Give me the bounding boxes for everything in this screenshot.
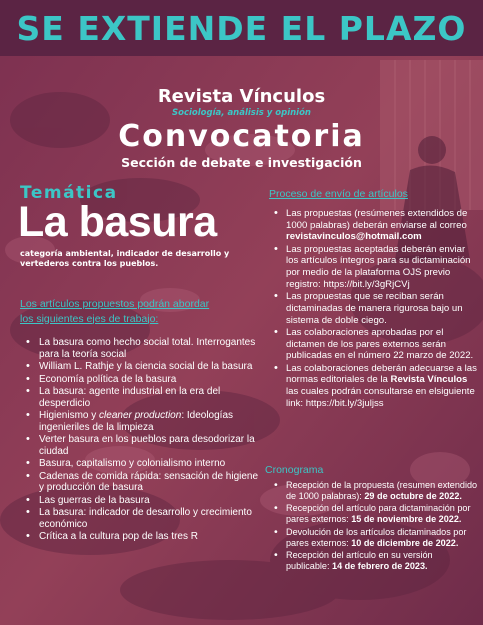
list-item: • Recepción del artículo en su versión publicable: 14 de febrero de 2023. — [272, 550, 478, 572]
banner-text: SE EXTIENDE EL PLAZO — [16, 8, 467, 48]
list-item: • La basura: agente industrial en la era del desperdicio — [24, 386, 262, 409]
tematica-description: categoría ambiental, indicador de desarrollo y vertederos contra los pueblos. — [20, 249, 230, 268]
list-item: • Crítica a la cultura pop de las tres R — [24, 531, 262, 543]
list-item: • Recepción del artículo para dictaminación por pares externos: 15 de noviembre de 2022. — [272, 503, 478, 525]
proceso-list — [272, 208, 477, 410]
list-item: • Cadenas de comida rápida: sensación de higiene y producción de basura — [24, 471, 262, 494]
list-item: • Devolución de los artículos dictaminados por pares externos: 10 de diciembre de 2022. — [272, 527, 478, 549]
ejes-heading-line1: Los artículos propuestos podrán abordar — [20, 298, 210, 310]
ejes-heading — [20, 297, 260, 326]
list-item: • William L. Rathje y la ciencia social de la basura — [24, 361, 262, 373]
tematica-label: Temática — [20, 183, 118, 203]
list-item: • Basura, capitalismo y colonialismo interno — [24, 458, 262, 470]
magazine-title: Revista Vínculos — [157, 86, 326, 107]
list-item: • Economía política de la basura — [24, 374, 262, 386]
list-item: • Higienismo y cleaner production: Ideologías ingenieriles de la limpieza — [24, 410, 262, 433]
list-item: • La basura: indicador de desarrollo y crecimiento económico — [24, 507, 262, 530]
list-item: • Verter basura en los pueblos para desodorizar la ciudad — [24, 434, 262, 457]
convocatoria-heading: Convocatoria — [118, 119, 365, 154]
list-item: • Las colaboraciones deberán adecuarse a las normas editoriales de la Revista Vínculos las cuales podrán consultarse en elsiguiente link: https://bit.ly/3juljss — [272, 363, 477, 410]
cronograma-heading: Cronograma — [265, 464, 324, 476]
magazine-subtitle: Sociología, análisis y opinión — [172, 108, 311, 118]
list-item: • Las propuestas (resúmenes extendidos de 1000 palabras) deberán enviarse al correo revistavinculos@hotmail.com — [272, 208, 477, 243]
tematica-title: La basura — [18, 198, 217, 246]
list-item: • Las colaboraciones aprobadas por el dictamen de los pares externos serán publicadas en el número 22 marzo de 2022. — [272, 327, 477, 362]
list-item: • Las guerras de la basura — [24, 495, 262, 507]
ejes-heading-line2: los siguientes ejes de trabajo: — [20, 312, 159, 325]
ejes-list — [24, 337, 262, 544]
list-item: • Recepción de la propuesta (resumen extendido de 1000 palabras): 29 de octubre de 2022. — [272, 480, 478, 502]
list-item: • Las propuestas que se reciban serán dictaminadas de manera rigurosa bajo un sistema de doble ciego. — [272, 291, 477, 326]
cronograma-list — [272, 480, 478, 574]
proceso-heading: Proceso de envío de artículos — [269, 188, 408, 200]
section-heading: Sección de debate e investigación — [121, 155, 362, 170]
list-item: • Las propuestas aceptadas deberán enviar los artículos íntegros para su dictaminación por medio de la plataforma OJS previo registro: https://bit.ly/3gRjCVj — [272, 244, 477, 291]
list-item: • La basura como hecho social total. Interrogantes para la teoría social — [24, 337, 262, 360]
